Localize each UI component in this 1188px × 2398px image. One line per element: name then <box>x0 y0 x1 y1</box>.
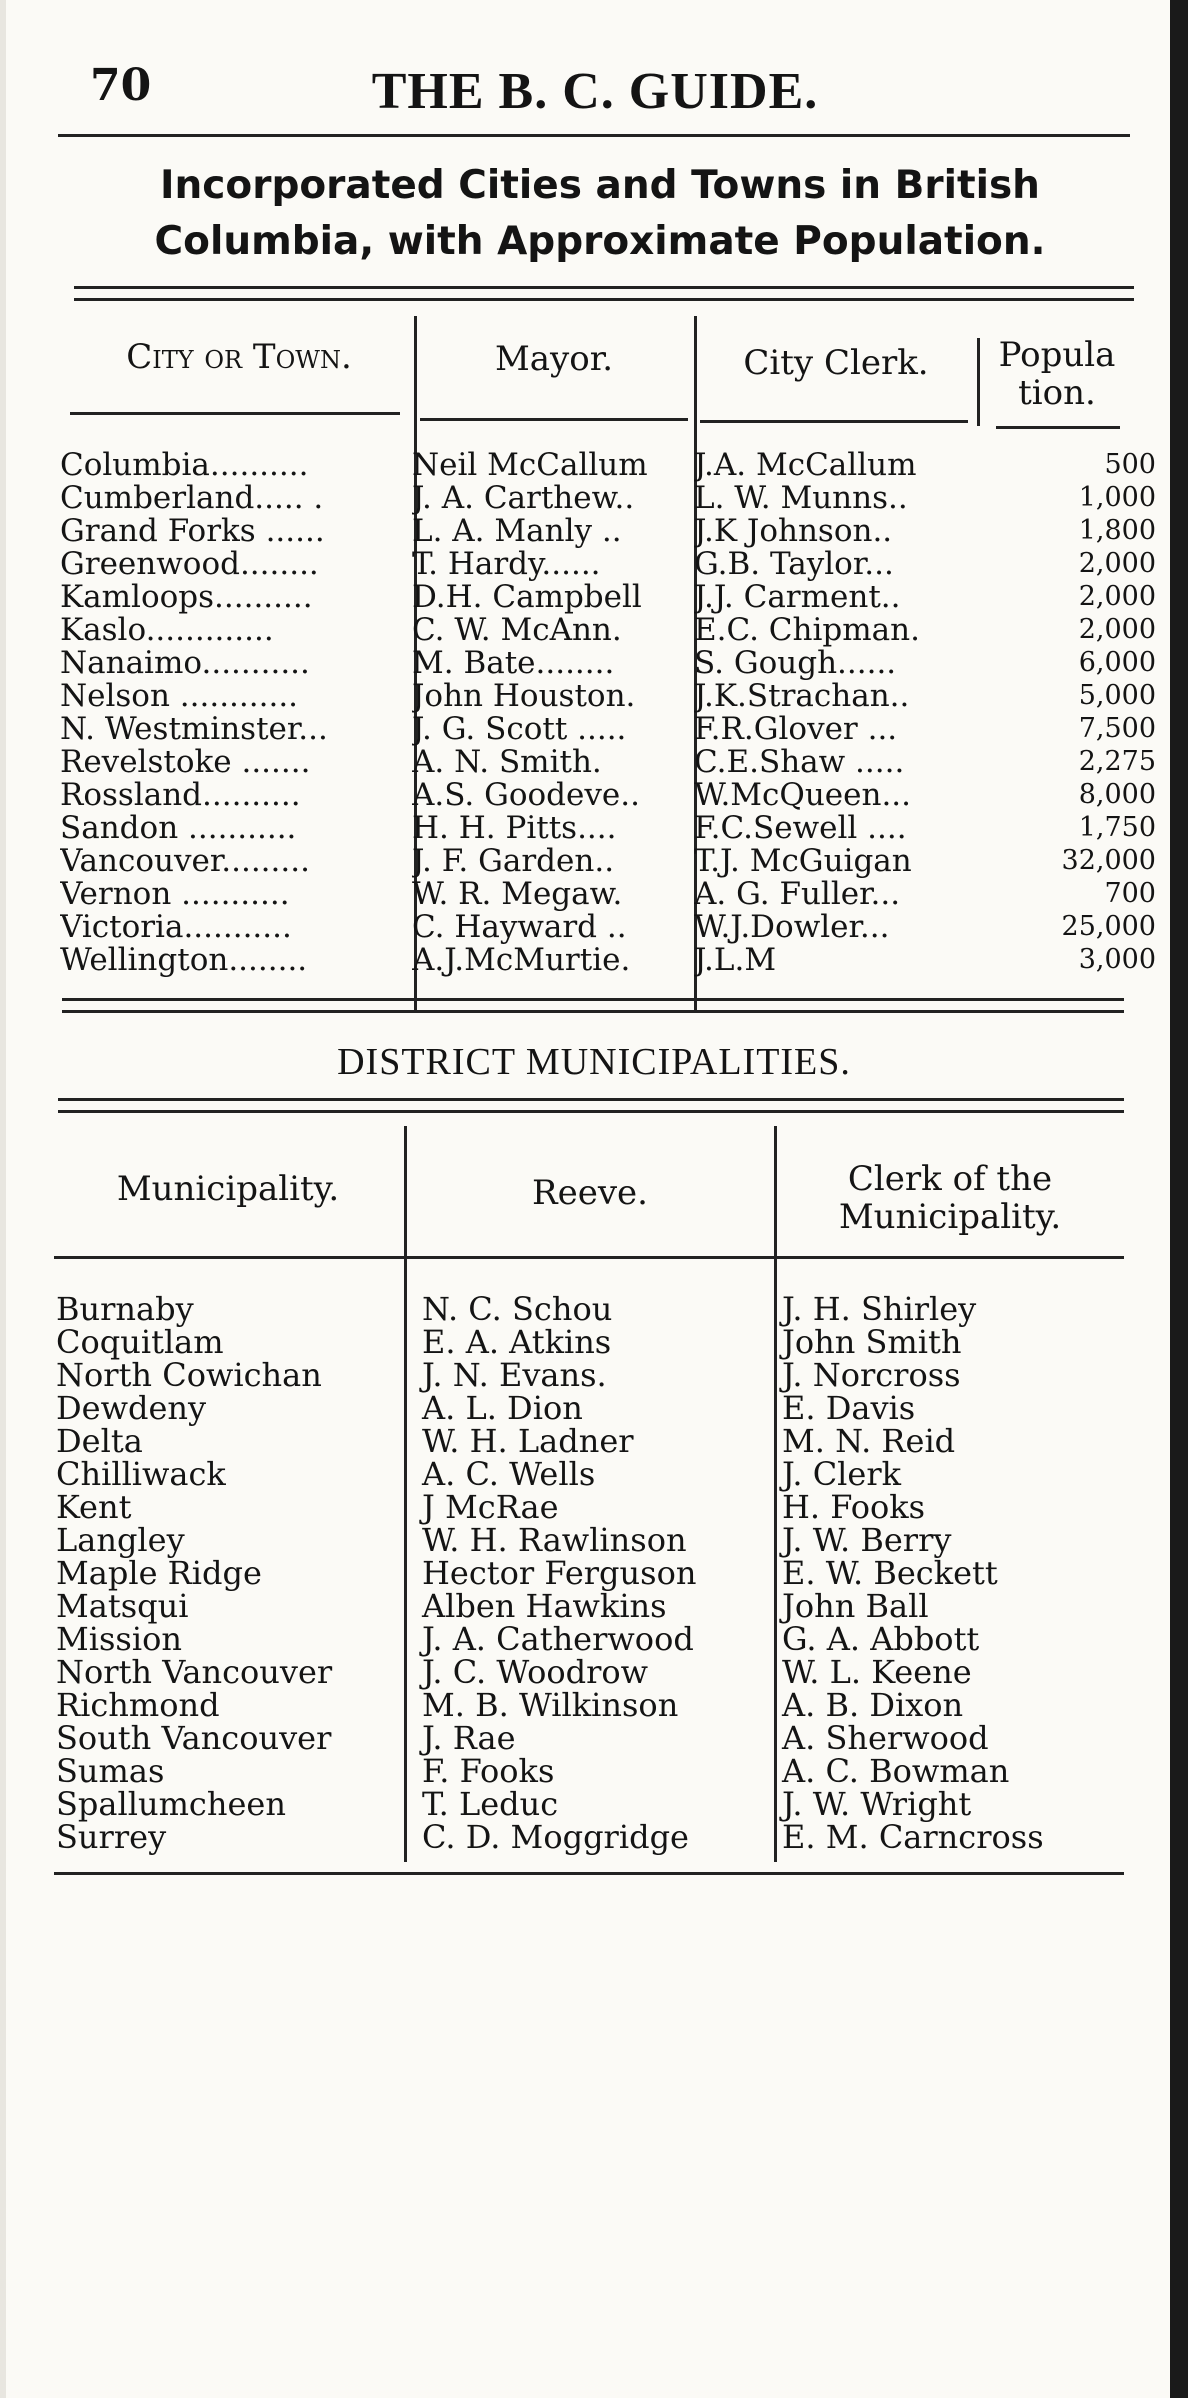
mayor-name: C. Hayward .. <box>412 910 627 944</box>
city-name: Kaslo............. <box>60 613 274 647</box>
table-row <box>54 1820 1124 1854</box>
clerk-name: A. C. Bowman <box>782 1752 1010 1790</box>
running-title: THE B. C. GUIDE. <box>371 63 819 120</box>
mayor-name: D.H. Campbell <box>412 580 642 614</box>
header-municipality: Municipality. <box>116 1169 340 1209</box>
clerk-name: E. Davis <box>782 1389 916 1427</box>
clerk-name: G. A. Abbott <box>782 1620 980 1658</box>
city-name: Sandon ........... <box>60 811 297 845</box>
city-name: Cumberland..... . <box>60 481 324 515</box>
mayor-name: A.S. Goodeve.. <box>412 778 640 812</box>
population-value: 2,275 <box>1078 746 1156 777</box>
municipality-name: Dewdeny <box>56 1389 207 1427</box>
header-clerk-line-1: Clerk of the <box>847 1159 1053 1199</box>
city-name: Kamloops.......... <box>60 580 313 614</box>
table-row <box>58 778 1156 812</box>
clerk-name: J.K.Strachan.. <box>694 679 910 713</box>
municipality-name: North Vancouver <box>56 1653 333 1691</box>
table-row <box>54 1490 1124 1524</box>
city-name: Wellington........ <box>60 943 308 977</box>
municipality-name: Spallumcheen <box>56 1785 286 1823</box>
reeve-name: W. H. Ladner <box>422 1422 634 1460</box>
population-value: 7,500 <box>1078 713 1156 744</box>
header-city: City or Town. <box>126 337 352 377</box>
municipality-name: Maple Ridge <box>56 1554 262 1592</box>
table-row <box>54 1358 1124 1392</box>
table-row <box>54 1787 1124 1821</box>
table-row <box>58 712 1156 746</box>
reeve-name: F. Fooks <box>422 1752 555 1790</box>
mayor-name: J. F. Garden.. <box>412 844 615 878</box>
clerk-name: J. W. Berry <box>782 1521 952 1559</box>
table-row <box>54 1424 1124 1458</box>
reeve-name: Alben Hawkins <box>422 1587 667 1625</box>
cities-divider-3 <box>977 338 980 426</box>
reeve-name: A. C. Wells <box>422 1455 596 1493</box>
city-name: Vernon ........... <box>60 877 290 911</box>
header-population-line-1: Popula <box>998 335 1116 375</box>
title-line-1: Incorporated Cities and Towns in British <box>160 163 1040 208</box>
table-row <box>54 1589 1124 1623</box>
clerk-name: T.J. McGuigan <box>694 844 912 878</box>
reeve-name: C. D. Moggridge <box>422 1818 689 1856</box>
reeve-name: Hector Ferguson <box>422 1554 697 1592</box>
population-value: 1,750 <box>1078 812 1156 843</box>
table-row <box>54 1754 1124 1788</box>
clerk-name: H. Fooks <box>782 1488 926 1526</box>
page-header <box>60 40 1130 140</box>
population-value: 1,800 <box>1078 515 1156 546</box>
clerk-name: S. Gough...... <box>694 646 897 680</box>
municipality-name: Langley <box>56 1521 185 1559</box>
table-row <box>54 1325 1124 1359</box>
city-header-underline <box>70 412 400 415</box>
clerk-name: J.J. Carment.. <box>694 580 901 614</box>
clerk-name: J. H. Shirley <box>782 1290 977 1328</box>
reeve-name: J. A. Catherwood <box>422 1620 694 1658</box>
population-header-underline <box>996 426 1120 429</box>
muni-header-underline <box>54 1256 1124 1259</box>
population-value: 8,000 <box>1078 779 1156 810</box>
municipality-name: South Vancouver <box>56 1719 332 1757</box>
city-name: Victoria........... <box>60 910 292 944</box>
clerk-name: A. Sherwood <box>782 1719 989 1757</box>
clerk-name: John Ball <box>782 1587 929 1625</box>
clerk-name: A. G. Fuller... <box>694 877 901 911</box>
page-title <box>70 158 1130 270</box>
clerk-name: W. L. Keene <box>782 1653 972 1691</box>
reeve-name: J. Rae <box>422 1719 516 1757</box>
clerk-name: C.E.Shaw ..... <box>694 745 905 779</box>
cities-bottom-rule <box>62 998 1124 1013</box>
city-name: Nanaimo........... <box>60 646 310 680</box>
clerk-name: F.C.Sewell .... <box>694 811 907 845</box>
table-row <box>58 613 1156 647</box>
table-row <box>54 1556 1124 1590</box>
clerk-name: M. N. Reid <box>782 1422 956 1460</box>
table-row <box>54 1622 1124 1656</box>
municipality-name: Mission <box>56 1620 182 1658</box>
table-row <box>54 1721 1124 1755</box>
municipality-name: Matsqui <box>56 1587 189 1625</box>
population-value: 32,000 <box>1061 845 1156 876</box>
reeve-name: T. Leduc <box>422 1785 559 1823</box>
mayor-name: C. W. McAnn. <box>412 613 622 647</box>
municipality-name: Sumas <box>56 1752 165 1790</box>
table-row <box>58 844 1156 878</box>
city-name: Revelstoke ....... <box>60 745 311 779</box>
reeve-name: J. N. Evans. <box>422 1356 607 1394</box>
population-value: 2,000 <box>1078 548 1156 579</box>
page-edge-right <box>1170 0 1188 2398</box>
clerk-name: John Smith <box>782 1323 962 1361</box>
mayor-name: M. Bate........ <box>412 646 615 680</box>
clerk-name: E. M. Carncross <box>782 1818 1044 1856</box>
mayor-header-underline <box>420 418 688 421</box>
city-name: Nelson ............ <box>60 679 299 713</box>
table-row <box>58 943 1156 977</box>
clerk-name: J. Norcross <box>782 1356 961 1394</box>
header-reeve: Reeve. <box>532 1173 648 1213</box>
header-population-line-2: tion. <box>1018 373 1096 413</box>
reeve-name: M. B. Wilkinson <box>422 1686 679 1724</box>
header-clerk-line-2: Municipality. <box>838 1197 1062 1237</box>
clerk-name: E.C. Chipman. <box>694 613 920 647</box>
header-population <box>982 336 1132 412</box>
municipality-name: Kent <box>56 1488 132 1526</box>
district-section-title: DISTRICT MUNICIPALITIES. <box>337 1041 851 1083</box>
reeve-name: N. C. Schou <box>422 1290 613 1328</box>
table-row <box>58 745 1156 779</box>
table-row <box>54 1523 1124 1557</box>
population-value: 3,000 <box>1078 944 1156 975</box>
city-name: N. Westminster... <box>60 712 328 746</box>
city-name: Columbia.......... <box>60 448 309 482</box>
table-row <box>58 910 1156 944</box>
clerk-name: L. W. Munns.. <box>694 481 908 515</box>
reeve-name: J McRae <box>422 1488 559 1526</box>
population-value: 25,000 <box>1061 911 1156 942</box>
table-row <box>58 514 1156 548</box>
reeve-name: E. A. Atkins <box>422 1323 612 1361</box>
city-name: Grand Forks ...... <box>60 514 325 548</box>
mayor-name: Neil McCallum <box>412 448 648 482</box>
municipality-name: Surrey <box>56 1818 167 1856</box>
clerk-name: G.B. Taylor... <box>694 547 894 581</box>
clerk-name: J.K Johnson.. <box>694 514 893 548</box>
municipality-name: Burnaby <box>56 1290 194 1328</box>
page-number: 70 <box>90 60 152 111</box>
mayor-name: J. A. Carthew.. <box>412 481 635 515</box>
municipality-name: Chilliwack <box>56 1455 226 1493</box>
clerk-name: J. Clerk <box>782 1455 902 1493</box>
header-rule <box>58 134 1130 137</box>
population-value: 6,000 <box>1078 647 1156 678</box>
mayor-name: John Houston. <box>412 679 636 713</box>
muni-bottom-rule <box>54 1872 1124 1875</box>
table-row <box>54 1292 1124 1326</box>
clerk-name: A. B. Dixon <box>782 1686 964 1724</box>
table-row <box>58 877 1156 911</box>
table-row <box>54 1391 1124 1425</box>
table-row <box>54 1457 1124 1491</box>
mayor-name: A.J.McMurtie. <box>412 943 631 977</box>
reeve-name: W. H. Rawlinson <box>422 1521 687 1559</box>
clerk-name: E. W. Beckett <box>782 1554 998 1592</box>
table-row <box>58 580 1156 614</box>
table-row <box>58 811 1156 845</box>
table-row <box>58 481 1156 515</box>
municipality-name: Delta <box>56 1422 143 1460</box>
population-value: 2,000 <box>1078 614 1156 645</box>
city-name: Greenwood........ <box>60 547 319 581</box>
header-mayor: Mayor. <box>494 339 614 379</box>
clerk-name: J. W. Wright <box>782 1785 972 1823</box>
reeve-name: A. L. Dion <box>422 1389 583 1427</box>
title-line-2: Columbia, with Approximate Population. <box>154 219 1046 264</box>
municipality-name: Coquitlam <box>56 1323 224 1361</box>
header-clerk-of-municipality <box>780 1160 1120 1236</box>
clerk-name: W.McQueen... <box>694 778 911 812</box>
table-row <box>54 1655 1124 1689</box>
clerk-name: W.J.Dowler... <box>694 910 890 944</box>
population-value: 2,000 <box>1078 581 1156 612</box>
page-edge-left <box>0 0 6 2398</box>
mayor-name: A. N. Smith. <box>412 745 602 779</box>
table-row <box>58 646 1156 680</box>
cities-top-rule <box>74 286 1134 301</box>
city-name: Vancouver......... <box>60 844 310 878</box>
mayor-name: W. R. Megaw. <box>412 877 623 911</box>
mayor-name: J. G. Scott ..... <box>412 712 627 746</box>
population-value: 500 <box>1104 449 1156 480</box>
mayor-name: T. Hardy...... <box>412 547 601 581</box>
mayor-name: H. H. Pitts.... <box>412 811 617 845</box>
muni-top-rule <box>58 1098 1124 1113</box>
reeve-name: J. C. Woodrow <box>422 1653 649 1691</box>
table-row <box>58 679 1156 713</box>
table-row <box>58 547 1156 581</box>
clerk-name: J.L.M <box>694 943 777 977</box>
population-value: 1,000 <box>1078 482 1156 513</box>
municipality-name: Richmond <box>56 1686 220 1724</box>
population-value: 5,000 <box>1078 680 1156 711</box>
city-name: Rossland.......... <box>60 778 301 812</box>
header-city-clerk: City Clerk. <box>743 343 929 383</box>
table-row <box>58 448 1156 482</box>
clerk-name: J.A. McCallum <box>694 448 917 482</box>
mayor-name: L. A. Manly .. <box>412 514 622 548</box>
clerk-header-underline <box>700 420 968 423</box>
population-value: 700 <box>1104 878 1156 909</box>
municipality-name: North Cowichan <box>56 1356 322 1394</box>
clerk-name: F.R.Glover ... <box>694 712 898 746</box>
table-row <box>54 1688 1124 1722</box>
